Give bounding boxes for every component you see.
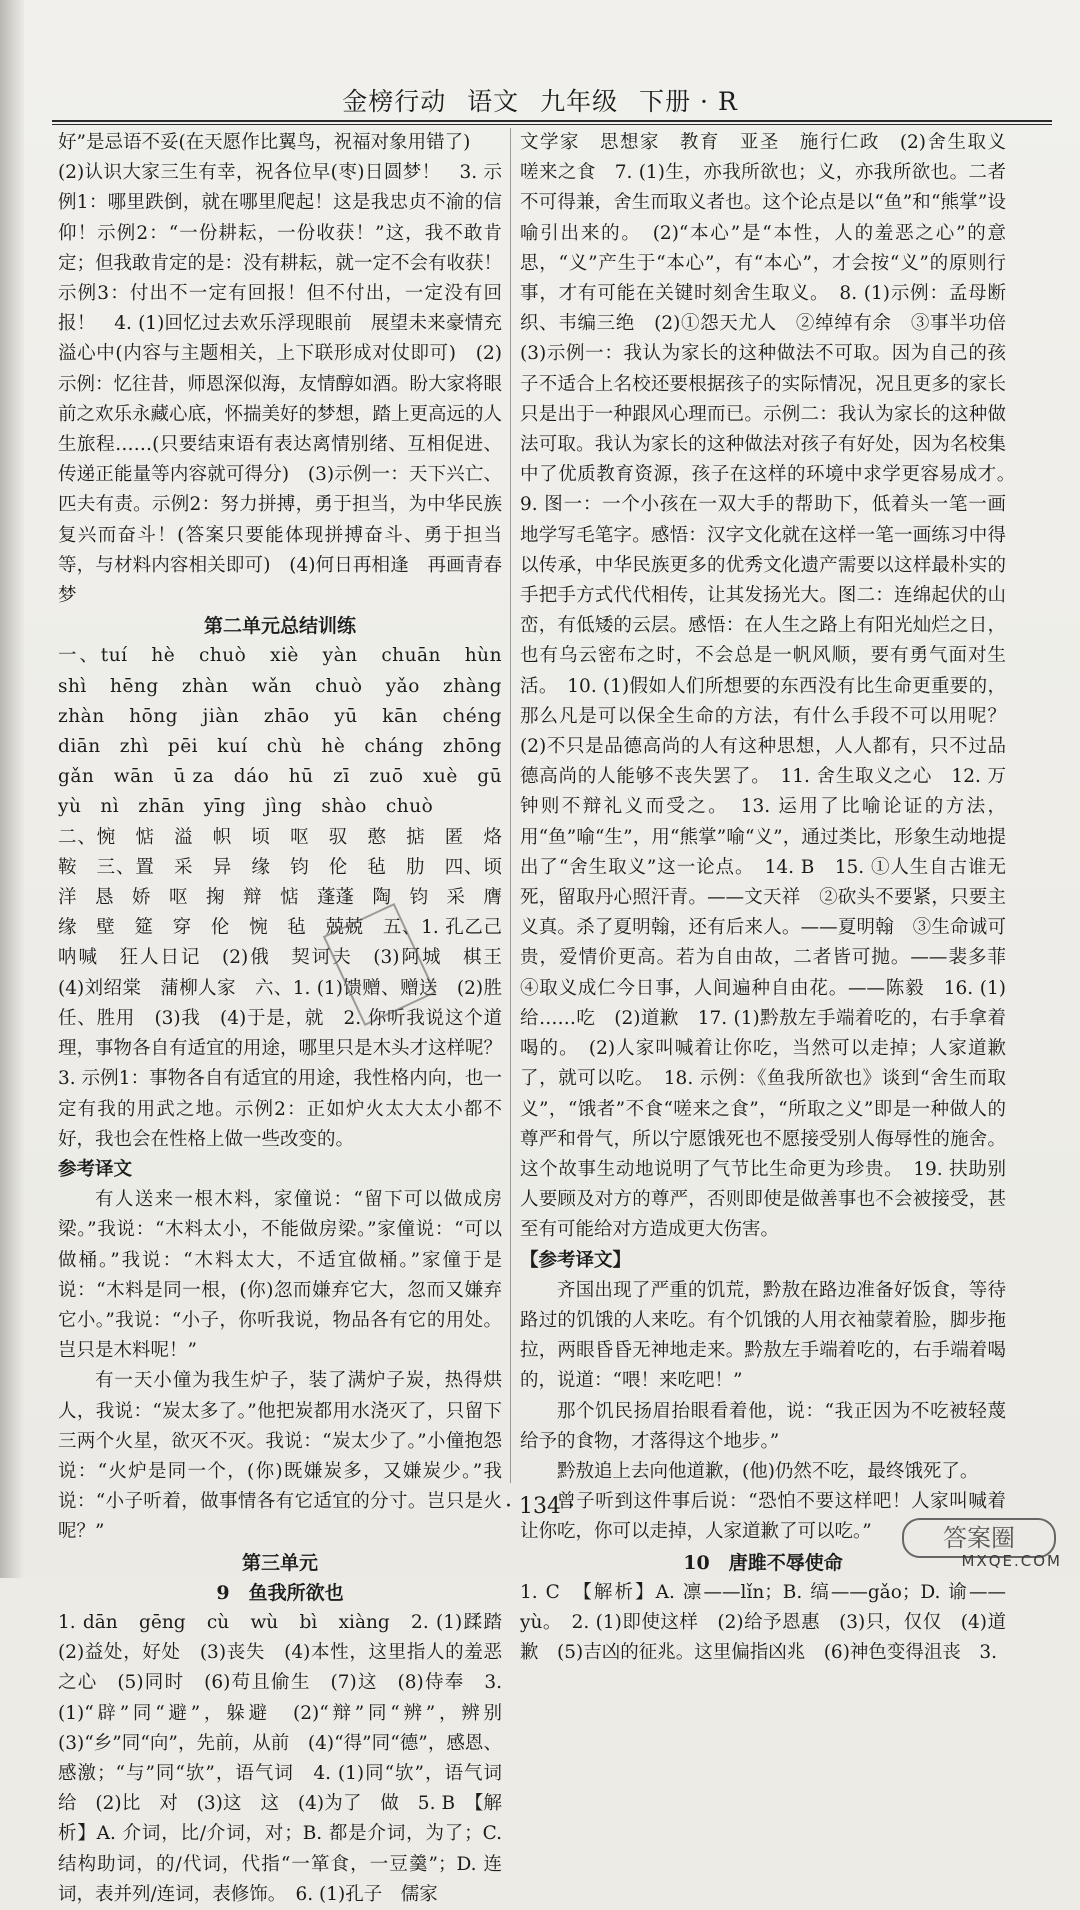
translation-paragraph: 那个饥民扬眉抬眼看着他，说：“我正因为不吃被轻蔑给予的食物，才落得这个地步。” — [520, 1400, 1006, 1452]
header-rule — [52, 120, 1052, 122]
translation-paragraph: 有一天小僮为我生炉子，装了满炉子炭，热得烘人，我说：“炭太多了。”他把炭都用水浇灭了，只留下三两个火星，欲灭不灭。我说：“炭太少了。”小僮抱怨说：“火炉是同一个，(你)既嫌炭多，又嫌炭少。”我说：“小子听着，做事情各有它适宜的分寸。岂只是火呢？” — [58, 1370, 502, 1543]
translation-heading: 参考译文 — [58, 1158, 133, 1180]
lesson-title: 10 唐雎不辱使命 — [683, 1551, 843, 1574]
header-rule-thin — [52, 124, 1052, 125]
subject-title: 语文 — [467, 87, 520, 116]
translation-paragraph: 有人送来一根木料，家僮说：“留下可以做成房梁。”我说：“木料太小，不能做房梁。”家僮说：“可以做桶。”我说：“木料太大，不适宜做桶。”家僮于是说：“木料是同一根，(你)忽而嫌弃它大，忽而又嫌弃它小。”我说：“小子，你听我说，物品各有它的用处。岂只是木料呢！” — [58, 1189, 502, 1362]
section-title: 第二单元总结训练 — [203, 615, 356, 638]
answer-text: 1. dān gēng cù wù bì xiàng 2. (1)蹂踏 (2)益处，好处 (3)丧失 (4)本性，这里指人的羞恶之心 (5)同时 (6)苟且偷生 (7)这 (8)侍奉 3. (1)“辟”同“避”，躲避 (2)“辩”同“辨”，辨别 (3)“乡”同“向”，先前，从前 (4)“得”同“德”，感恩、感激；“与”同“欤”，语气词 4. (1)同“欤”，语气词 给 (2)比 对 (3)这 这 (4)为了 做 5. B 【解析】A. 介词，比/介词，对；B. 都是介词，为了；C. 结构助词，的/代词，代指“一箪食，一豆羹”；D. 连词，表并列/连词，表修饰。 6. (1)孔子 儒家 — [58, 1611, 521, 1905]
column-divider — [510, 128, 511, 1483]
watermark-badge: 答案圈 — [902, 1518, 1056, 1558]
pinyin-answers: 一、tuí hè chuò xiè yàn chuān hùn shì hēng zhàn wǎn chuò yǎo zhàng zhàn hōng jiàn zhāo yū kān chéng diān zhì pēi kuí chù hè cháng zhōng gǎn wān ū za dáo hū zī zuō xuè gū yù nì zhān yīng jìng shào chuò — [58, 645, 522, 818]
grade-title: 九年级 — [540, 87, 619, 116]
answer-text: 文学家 思想家 教育 亚圣 施行仁政 (2)舍生取义 嗟来之食 7. (1)生，亦我所欲也；义，亦我所欲也。二者不可得兼，舍生而取义者也。这个论点是以“鱼”和“熊掌”设喻引出来的。 (2)“本心”是“本性，人的羞恶之心”的意思，“义”产生于“本心”，有“本心”，才会按“义”的原则行事，才有可能在关键时刻舍生取义。 8. (1)示例：孟母断织、韦编三绝 (2)①怨天尤人 ②绰绰有余 ③事半功倍 (3)示例一：我认为家长的这种做法不可取。因为自己的孩子不适合上名校还要根据孩子的实际情况，况且更多的家长只是出于一种跟风心理而已。示例二：我认为家长的这种做法可取。我认为家长的这种做法对孩子有好处，因为名校集中了优质教育资源，孩子在这样的环境中求学更容易成才。 9. 图一：一个小孩在一双大手的帮助下，低着头一笔一画地学写毛笔字。感悟：汉字文化就在这样一笔一画练习中得以传承，中华民族更多的优秀文化遗产需要以这样最朴实的手把手方式代代相传，让其发扬光大。图二：连绵起伏的山峦，有低矮的云层。感悟：在人生之路上有阳光灿烂之日，也有乌云密布之时，不会总是一帆风顺，要有勇气面对生活。 10. (1)假如人们所想要的东西没有比生命更重要的，那么凡是可以保全生命的方法，有什么手段不可以用呢？ (2)不只是品德高尚的人有这种思想，人人都有，只不过品德高尚的人能够不丧失罢了。 11. 舍生取义之心 12. 万钟则不辩礼义而受之。 13. 运用了比喻论证的方法，用“鱼”喻“生”，用“熊掌”喻“义”，通过类比，形象生动地提出了“舍生取义”这一论点。 14. B 15. ①人生自古谁无死，留取丹心照汗青。——文天祥 ②砍头不要紧，只要主义真。杀了夏明翰，还有后来人。——夏明翰 ③生命诚可贵，爱情价更高。若为自由故，二者皆可抛。——裴多菲 ④取义成仁今日事，人间遍种自由花。——陈毅 16. (1)给……吃 (2)道歉 17. (1)黔敖左手端着吃的，右手拿着喝的。 (2)人家叫喊着让你吃，当然可以走掉；人家道歉了，就可以吃。 18. 示例：《鱼我所欲也》谈到“舍生而取义”，“饿者”不食“嗟来之食”，“所取之义”即是一种做人的尊严和骨气，所以宁愿饿死也不愿接受别人侮辱性的施舍。这个故事生动地说明了气节比生命更为珍贵。 19. 扶助别人要顾及对方的尊严，否则即使是做善事也不会被接受，甚至有可能给对方造成更大伤害。 — [520, 132, 1025, 1241]
answer-text: 二、惋 惦 溢 帜 顷 呕 驭 憨 掂 匿 烙 鞍 三、置 采 异 缘 钧 伦 毡 肋 四、顷 洋 恳 娇 呕 掬 辩 惦 蓬蓬 陶 钧 采 膺 缘 壁 筵 穿 伦 惋 毡 兢兢 五、1. 孔乙己 呐喊 狂人日记 (2)俄 契诃夫 (3)阿城 棋王 (4)刘绍棠 蒲柳人家 六、1. (1)馈赠、赠送 (2)胜任、胜用 (3)我 (4)于是，就 2. 你听我说这个道理，事物各自有适宜的用途，哪里只是木头才这样呢？ 3. 示例1：事物各自有适宜的用途，我性格内向，也一定有我的用武之地。示例2：正如炉火太大太小都不好，我也会在性格上做一些改变的。 — [58, 826, 521, 1150]
answer-text: 好”是忌语不妥(在天愿作比翼鸟，祝福对象用错了) — [58, 132, 471, 153]
page-number: · 134 · — [505, 1494, 575, 1519]
translation-paragraph: 曾子听到这件事后说：“恐怕不要这样吧！人家叫喊着让你吃，你可以走掉，人家道歉了可以吃。” — [520, 1491, 1006, 1543]
binding-shadow — [0, 0, 24, 1578]
series-title: 金榜行动 — [342, 87, 447, 116]
lesson-title: 9 鱼我所欲也 — [216, 1581, 344, 1604]
translation-heading: 【参考译文】 — [520, 1249, 632, 1271]
volume-title: 下册 · R — [639, 87, 738, 116]
watermark-site: MXQE.COM — [961, 1552, 1062, 1570]
answer-text: (2)认识大家三生有幸，祝各位早(枣)日圆梦！ 3. 示例1：哪里跌倒，就在哪里爬起！这是我忠贞不渝的信仰！示例2：“一份耕耘，一份收获！”这，我不敢肯定；但我敢肯定的是：没有耕耘，就一定不会有收获！ 示例3：付出不一定有回报！但不付出，一定没有回报！ 4. (1)回忆过去欢乐浮现眼前 展望未来豪情充溢心中(内容与主题相关，上下联形成对仗即可) (2)示例：忆往昔，师恩深似海，友情醇如酒。盼大家将眼前之欢乐永藏心底，怀揣美好的梦想，踏上更高远的人生旅程……(只要结束语有表达离情别绪、互相促进、传递正能量等内容就可得分) (3)示例一：天下兴亡、匹夫有责。示例2：努力拼搏，勇于担当，为中华民族复兴而奋斗！(答案只要能体现拼搏奋斗、勇于担当等，与材料内容相关即可) (4)何日再相逢 再画青春梦 — [58, 162, 521, 607]
translation-paragraph: 黔敖追上去向他道歉，(他)仍然不吃，最终饿死了。 — [557, 1460, 979, 1482]
watermark — [852, 1518, 1062, 1572]
left-column — [58, 128, 522, 1905]
answer-text: 1. C 【解析】A. 凛——lǐn；B. 缟——gǎo；D. 谕——yù。 2. (1)即使这样 (2)给予恩惠 (3)只，仅仅 (4)道歉 (5)吉凶的征兆。这里偏指凶兆 (6)神色变得沮丧 3. — [520, 1581, 1006, 1664]
translation-paragraph: 齐国出现了严重的饥荒，黔敖在路边准备好饭食，等待路过的饥饿的人来吃。有个饥饿的人用衣袖蒙着脸，脚步拖拉，两眼昏昏无神地走来。黔敖左手端着吃的，右手端着喝的，说道：“喂！来吃吧！” — [520, 1279, 1006, 1392]
unit-title: 第三单元 — [241, 1551, 318, 1574]
page-header — [0, 82, 1080, 118]
